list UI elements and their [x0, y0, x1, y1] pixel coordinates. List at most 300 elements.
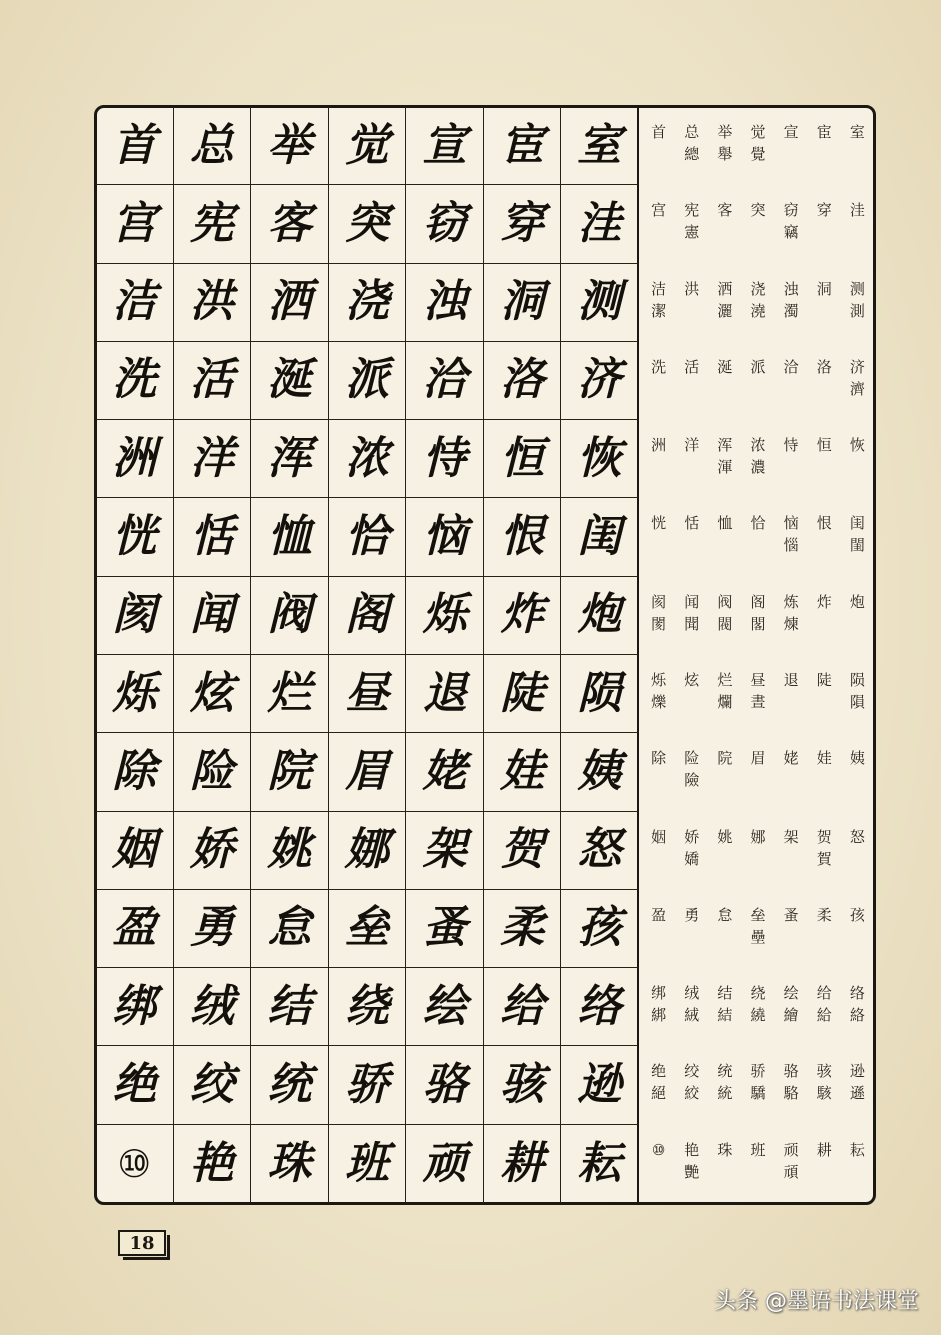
- practice-cell: 给: [484, 968, 562, 1046]
- reference-cell: [642, 655, 675, 733]
- simplified-char: 盈: [651, 905, 667, 924]
- reference-cell: [642, 1125, 675, 1203]
- simplified-char: 骆: [783, 1062, 799, 1081]
- reference-cell: [841, 107, 874, 185]
- reference-cell: [808, 185, 841, 263]
- reference-cell: [708, 1125, 741, 1203]
- practice-cell: 炸: [484, 577, 562, 655]
- simplified-char: 阀: [717, 592, 733, 611]
- reference-cell: [675, 890, 708, 968]
- practice-cell: 眉: [329, 733, 407, 811]
- reference-cell: [741, 812, 774, 890]
- practice-cell: 绑: [96, 968, 174, 1046]
- simplified-char: 孩: [849, 905, 865, 924]
- practice-cell: 恨: [484, 498, 562, 576]
- traditional-char: 遜: [849, 1084, 865, 1103]
- traditional-char: 爛: [717, 692, 733, 711]
- simplified-char: 烂: [717, 670, 733, 689]
- practice-cell: 除: [96, 733, 174, 811]
- reference-cell: [642, 812, 675, 890]
- simplified-char: 艳: [684, 1140, 700, 1159]
- practice-cell: 姨: [561, 733, 639, 811]
- practice-cell: 洁: [96, 264, 174, 342]
- reference-cell: [708, 890, 741, 968]
- practice-cell: 浓: [329, 420, 407, 498]
- practice-cell: 骆: [406, 1046, 484, 1124]
- reference-cell: [675, 420, 708, 498]
- simplified-char: 活: [684, 357, 700, 376]
- practice-cell: 阂: [96, 577, 174, 655]
- practice-cell: 骇: [484, 1046, 562, 1124]
- reference-cell: [808, 812, 841, 890]
- practice-cell: 测: [561, 264, 639, 342]
- simplified-char: 闻: [684, 592, 700, 611]
- practice-cell: 娇: [174, 812, 252, 890]
- practice-cell: 浑: [251, 420, 329, 498]
- practice-cell: 阁: [329, 577, 407, 655]
- simplified-char: 炼: [783, 592, 799, 611]
- traditional-char: 晝: [750, 692, 766, 711]
- reference-cell: [841, 968, 874, 1046]
- simplified-char: 垒: [750, 905, 766, 924]
- practice-cell: 耕: [484, 1125, 562, 1203]
- practice-cell: 耘: [561, 1125, 639, 1203]
- practice-cell: 垒: [329, 890, 407, 968]
- traditional-char: 絕: [651, 1084, 667, 1103]
- reference-cell: [741, 577, 774, 655]
- reference-cell: [808, 420, 841, 498]
- reference-cell: [642, 185, 675, 263]
- practice-cell: 突: [329, 185, 407, 263]
- traditional-char: 艷: [684, 1162, 700, 1181]
- reference-cell: [708, 655, 741, 733]
- practice-cell: 烁: [96, 655, 174, 733]
- simplified-char: 娃: [816, 749, 832, 768]
- practice-cell: 恼: [406, 498, 484, 576]
- simplified-char: 济: [849, 357, 865, 376]
- simplified-char: 班: [750, 1140, 766, 1159]
- practice-cell: 洲: [96, 420, 174, 498]
- simplified-char: 绝: [651, 1062, 667, 1081]
- practice-cell: 洞: [484, 264, 562, 342]
- traditional-char: 澆: [750, 301, 766, 320]
- traditional-char: 舉: [717, 145, 733, 163]
- practice-cell: 宫: [96, 185, 174, 263]
- simplified-char: 洗: [651, 357, 667, 376]
- reference-cell: [741, 185, 774, 263]
- simplified-char: 怠: [717, 905, 733, 924]
- practice-cell: 逊: [561, 1046, 639, 1124]
- reference-cell: [808, 968, 841, 1046]
- reference-cell: [841, 577, 874, 655]
- simplified-char: 姻: [651, 827, 667, 846]
- simplified-char: 姥: [783, 749, 799, 768]
- simplified-char: 浑: [717, 436, 733, 455]
- practice-cell: 宣: [406, 107, 484, 185]
- practice-cell: 洪: [174, 264, 252, 342]
- simplified-char: ⑩: [651, 1140, 666, 1159]
- practice-cell: 陨: [561, 655, 639, 733]
- practice-cell: 洋: [174, 420, 252, 498]
- practice-cell: 架: [406, 812, 484, 890]
- simplified-char: 闺: [849, 514, 865, 533]
- traditional-char: 隕: [849, 692, 865, 711]
- reference-cell: [775, 655, 808, 733]
- reference-cell: [775, 498, 808, 576]
- simplified-char: 窃: [783, 201, 799, 220]
- practice-cell: 宪: [174, 185, 252, 263]
- reference-cell: [741, 1125, 774, 1203]
- practice-cell: 怒: [561, 812, 639, 890]
- practice-cell: 娜: [329, 812, 407, 890]
- traditional-char: 綁: [651, 1006, 667, 1025]
- simplified-char: 室: [849, 123, 865, 141]
- simplified-char: 姚: [717, 827, 733, 846]
- practice-cell: 浇: [329, 264, 407, 342]
- simplified-char: 测: [849, 279, 865, 298]
- reference-cell: [775, 1046, 808, 1124]
- traditional-char: 閣: [750, 614, 766, 633]
- reference-cell: [841, 655, 874, 733]
- simplified-char: 骄: [750, 1062, 766, 1081]
- reference-cell: [675, 1046, 708, 1124]
- simplified-char: 突: [750, 201, 766, 220]
- simplified-char: 结: [717, 984, 733, 1003]
- traditional-char: 濟: [849, 379, 865, 398]
- simplified-char: 怒: [849, 827, 865, 846]
- reference-cell: [708, 185, 741, 263]
- traditional-char: 灑: [717, 301, 733, 320]
- practice-cell: 洛: [484, 342, 562, 420]
- practice-cell: 娃: [484, 733, 562, 811]
- reference-cell: [741, 264, 774, 342]
- simplified-char: 洋: [684, 436, 700, 455]
- simplified-char: 首: [651, 123, 667, 141]
- practice-cell: 炫: [174, 655, 252, 733]
- simplified-char: 洁: [651, 279, 667, 298]
- simplified-char: 险: [684, 749, 700, 768]
- reference-cell: [775, 968, 808, 1046]
- reference-cell: [642, 733, 675, 811]
- reference-cell: [808, 498, 841, 576]
- reference-cell: [841, 890, 874, 968]
- simplified-char: 姨: [849, 749, 865, 768]
- simplified-char: 绘: [783, 984, 799, 1003]
- practice-cell: 济: [561, 342, 639, 420]
- simplified-char: 顽: [783, 1140, 799, 1159]
- reference-cell: [708, 968, 741, 1046]
- traditional-char: 嬌: [684, 849, 700, 868]
- simplified-char: 给: [816, 984, 832, 1003]
- simplified-char: 昼: [750, 670, 766, 689]
- practice-cell: 陡: [484, 655, 562, 733]
- simplified-char: 恬: [684, 514, 700, 533]
- simplified-char: 宪: [684, 201, 700, 220]
- practice-cell: 恬: [174, 498, 252, 576]
- practice-cell: 孩: [561, 890, 639, 968]
- practice-cell: 阀: [251, 577, 329, 655]
- traditional-char: 驕: [750, 1084, 766, 1103]
- reference-cell: [708, 577, 741, 655]
- practice-cell: 艳: [174, 1125, 252, 1203]
- traditional-char: 頑: [783, 1162, 799, 1181]
- simplified-char: 耘: [849, 1140, 865, 1159]
- simplified-char: 耕: [816, 1140, 832, 1159]
- traditional-char: 絡: [849, 1006, 865, 1025]
- reference-cell: [675, 577, 708, 655]
- simplified-char: 洛: [816, 357, 832, 376]
- practice-cell: 绕: [329, 968, 407, 1046]
- practice-cell: 派: [329, 342, 407, 420]
- simplified-char: 恍: [651, 514, 667, 533]
- practice-cell: 活: [174, 342, 252, 420]
- reference-cell: [808, 264, 841, 342]
- simplified-char: 炮: [849, 592, 865, 611]
- simplified-char: 恃: [783, 436, 799, 455]
- simplified-char: 恼: [783, 514, 799, 533]
- traditional-char: 竊: [783, 223, 799, 242]
- reference-cell: [642, 577, 675, 655]
- simplified-char: 洪: [684, 279, 700, 298]
- simplified-char: 骇: [816, 1062, 832, 1081]
- reference-cell: [775, 577, 808, 655]
- reference-cell: [808, 1125, 841, 1203]
- reference-cell: [841, 812, 874, 890]
- reference-cell: [775, 733, 808, 811]
- practice-cell: 统: [251, 1046, 329, 1124]
- simplified-char: 娇: [684, 827, 700, 846]
- traditional-char: 覺: [750, 145, 766, 163]
- reference-cell: [775, 420, 808, 498]
- practice-cell: 涎: [251, 342, 329, 420]
- reference-cell: [675, 107, 708, 185]
- page-number: 18: [118, 1230, 166, 1256]
- practice-cell: 恤: [251, 498, 329, 576]
- practice-cell: 姚: [251, 812, 329, 890]
- reference-cell: [642, 498, 675, 576]
- traditional-char: 賀: [816, 849, 832, 868]
- practice-cell: 恍: [96, 498, 174, 576]
- simplified-char: 洲: [651, 436, 667, 455]
- reference-cell: [741, 342, 774, 420]
- practice-cell: 班: [329, 1125, 407, 1203]
- reference-cell: [708, 812, 741, 890]
- simplified-char: 恒: [816, 436, 832, 455]
- simplified-char: 洼: [849, 201, 865, 220]
- traditional-char: 壘: [750, 927, 766, 946]
- reference-cell: [642, 968, 675, 1046]
- reference-cell: [841, 1125, 874, 1203]
- reference-cell: [675, 185, 708, 263]
- simplified-char: 柔: [816, 905, 832, 924]
- watermark: 头条 @墨语书法课堂: [714, 1289, 919, 1314]
- reference-cell: [775, 342, 808, 420]
- practice-cell: 烁: [406, 577, 484, 655]
- simplified-char: 绑: [651, 984, 667, 1003]
- simplified-char: 陨: [849, 670, 865, 689]
- practice-cell: 恒: [484, 420, 562, 498]
- reference-cell: [808, 890, 841, 968]
- traditional-char: 駱: [783, 1084, 799, 1103]
- practice-cell: 炮: [561, 577, 639, 655]
- reference-cell: [775, 107, 808, 185]
- reference-cell: [741, 733, 774, 811]
- practice-cell: 窃: [406, 185, 484, 263]
- simplified-char: 退: [783, 670, 799, 689]
- practice-cell: 险: [174, 733, 252, 811]
- simplified-char: 绞: [684, 1062, 700, 1081]
- reference-cell: [775, 264, 808, 342]
- practice-cell: 客: [251, 185, 329, 263]
- simplified-char: 恤: [717, 514, 733, 533]
- reference-cell: [775, 890, 808, 968]
- traditional-char: 渾: [717, 458, 733, 477]
- simplified-char: 派: [750, 357, 766, 376]
- practice-cell: 首: [96, 107, 174, 185]
- reference-cell: [708, 342, 741, 420]
- reference-cell: [808, 655, 841, 733]
- reference-cell: [741, 1046, 774, 1124]
- traditional-char: 絞: [684, 1084, 700, 1103]
- simplified-char: 恨: [816, 514, 832, 533]
- simplified-char: 恢: [849, 436, 865, 455]
- practice-cell: 绘: [406, 968, 484, 1046]
- simplified-char: 绕: [750, 984, 766, 1003]
- traditional-char: 繪: [783, 1006, 799, 1025]
- simplified-char: 绒: [684, 984, 700, 1003]
- reference-cell: [808, 342, 841, 420]
- simplified-char: 除: [651, 749, 667, 768]
- simplified-char: 涎: [717, 357, 733, 376]
- practice-cell: 浊: [406, 264, 484, 342]
- reference-cell: [841, 1046, 874, 1124]
- traditional-char: 煉: [783, 614, 799, 633]
- simplified-char: 阂: [651, 592, 667, 611]
- practice-cell: 闺: [561, 498, 639, 576]
- traditional-char: 統: [717, 1084, 733, 1103]
- simplified-char: 院: [717, 749, 733, 768]
- reference-cell: [675, 733, 708, 811]
- reference-cell: [675, 655, 708, 733]
- reference-cell: [675, 1125, 708, 1203]
- simplified-char: 洞: [816, 279, 832, 298]
- reference-cell: [808, 107, 841, 185]
- practice-cell: 室: [561, 107, 639, 185]
- reference-cell: [675, 812, 708, 890]
- reference-cell: [775, 185, 808, 263]
- traditional-char: 潔: [651, 301, 667, 320]
- traditional-char: 濃: [750, 458, 766, 477]
- standard-reference-table: [642, 107, 874, 1203]
- practice-cell: 姻: [96, 812, 174, 890]
- simplified-char: 贺: [816, 827, 832, 846]
- traditional-char: 閡: [651, 614, 667, 633]
- practice-cell: 绝: [96, 1046, 174, 1124]
- practice-cell: 盈: [96, 890, 174, 968]
- practice-cell: 络: [561, 968, 639, 1046]
- practice-cell: 蚤: [406, 890, 484, 968]
- simplified-char: 统: [717, 1062, 733, 1081]
- reference-cell: [741, 655, 774, 733]
- reference-cell: [808, 1046, 841, 1124]
- reference-cell: [841, 498, 874, 576]
- practice-cell: 洗: [96, 342, 174, 420]
- simplified-char: 阁: [750, 592, 766, 611]
- practice-cell: 恃: [406, 420, 484, 498]
- reference-cell: [841, 420, 874, 498]
- practice-cell: 觉: [329, 107, 407, 185]
- practice-cell: 宦: [484, 107, 562, 185]
- practice-cell: ⑩: [96, 1125, 174, 1203]
- cursive-practice-grid: [96, 107, 639, 1203]
- traditional-char: 險: [684, 771, 700, 790]
- reference-cell: [675, 342, 708, 420]
- reference-cell: [708, 264, 741, 342]
- traditional-char: 絨: [684, 1006, 700, 1025]
- reference-cell: [675, 498, 708, 576]
- simplified-char: 烁: [651, 670, 667, 689]
- reference-cell: [741, 498, 774, 576]
- practice-cell: 洒: [251, 264, 329, 342]
- traditional-char: 惱: [783, 536, 799, 555]
- reference-cell: [642, 264, 675, 342]
- simplified-char: 宣: [783, 123, 799, 141]
- reference-cell: [741, 968, 774, 1046]
- practice-cell: 总: [174, 107, 252, 185]
- simplified-char: 炸: [816, 592, 832, 611]
- practice-cell: 结: [251, 968, 329, 1046]
- reference-cell: [708, 1046, 741, 1124]
- reference-cell: [808, 733, 841, 811]
- traditional-char: 憲: [684, 223, 700, 242]
- simplified-char: 炫: [684, 670, 700, 689]
- practice-cell: 恢: [561, 420, 639, 498]
- practice-cell: 烂: [251, 655, 329, 733]
- reference-cell: [642, 107, 675, 185]
- simplified-char: 珠: [717, 1140, 733, 1159]
- simplified-char: 蚤: [783, 905, 799, 924]
- simplified-char: 浓: [750, 436, 766, 455]
- practice-cell: 绞: [174, 1046, 252, 1124]
- simplified-char: 勇: [684, 905, 700, 924]
- reference-cell: [841, 342, 874, 420]
- simplified-char: 浊: [783, 279, 799, 298]
- reference-cell: [642, 342, 675, 420]
- reference-cell: [708, 733, 741, 811]
- practice-cell: 穿: [484, 185, 562, 263]
- reference-cell: [808, 577, 841, 655]
- practice-cell: 骄: [329, 1046, 407, 1124]
- traditional-char: 測: [849, 301, 865, 320]
- simplified-char: 洽: [783, 357, 799, 376]
- reference-cell: [642, 1046, 675, 1124]
- practice-cell: 院: [251, 733, 329, 811]
- reference-cell: [708, 498, 741, 576]
- practice-cell: 闻: [174, 577, 252, 655]
- practice-cell: 顽: [406, 1125, 484, 1203]
- reference-cell: [642, 890, 675, 968]
- simplified-char: 宦: [816, 123, 832, 141]
- practice-cell: 珠: [251, 1125, 329, 1203]
- practice-cell: 退: [406, 655, 484, 733]
- traditional-char: 聞: [684, 614, 700, 633]
- traditional-char: 濁: [783, 301, 799, 320]
- traditional-char: 閨: [849, 536, 865, 555]
- simplified-char: 穿: [816, 201, 832, 220]
- traditional-char: 閥: [717, 614, 733, 633]
- practice-cell: 怠: [251, 890, 329, 968]
- simplified-char: 觉: [750, 123, 766, 141]
